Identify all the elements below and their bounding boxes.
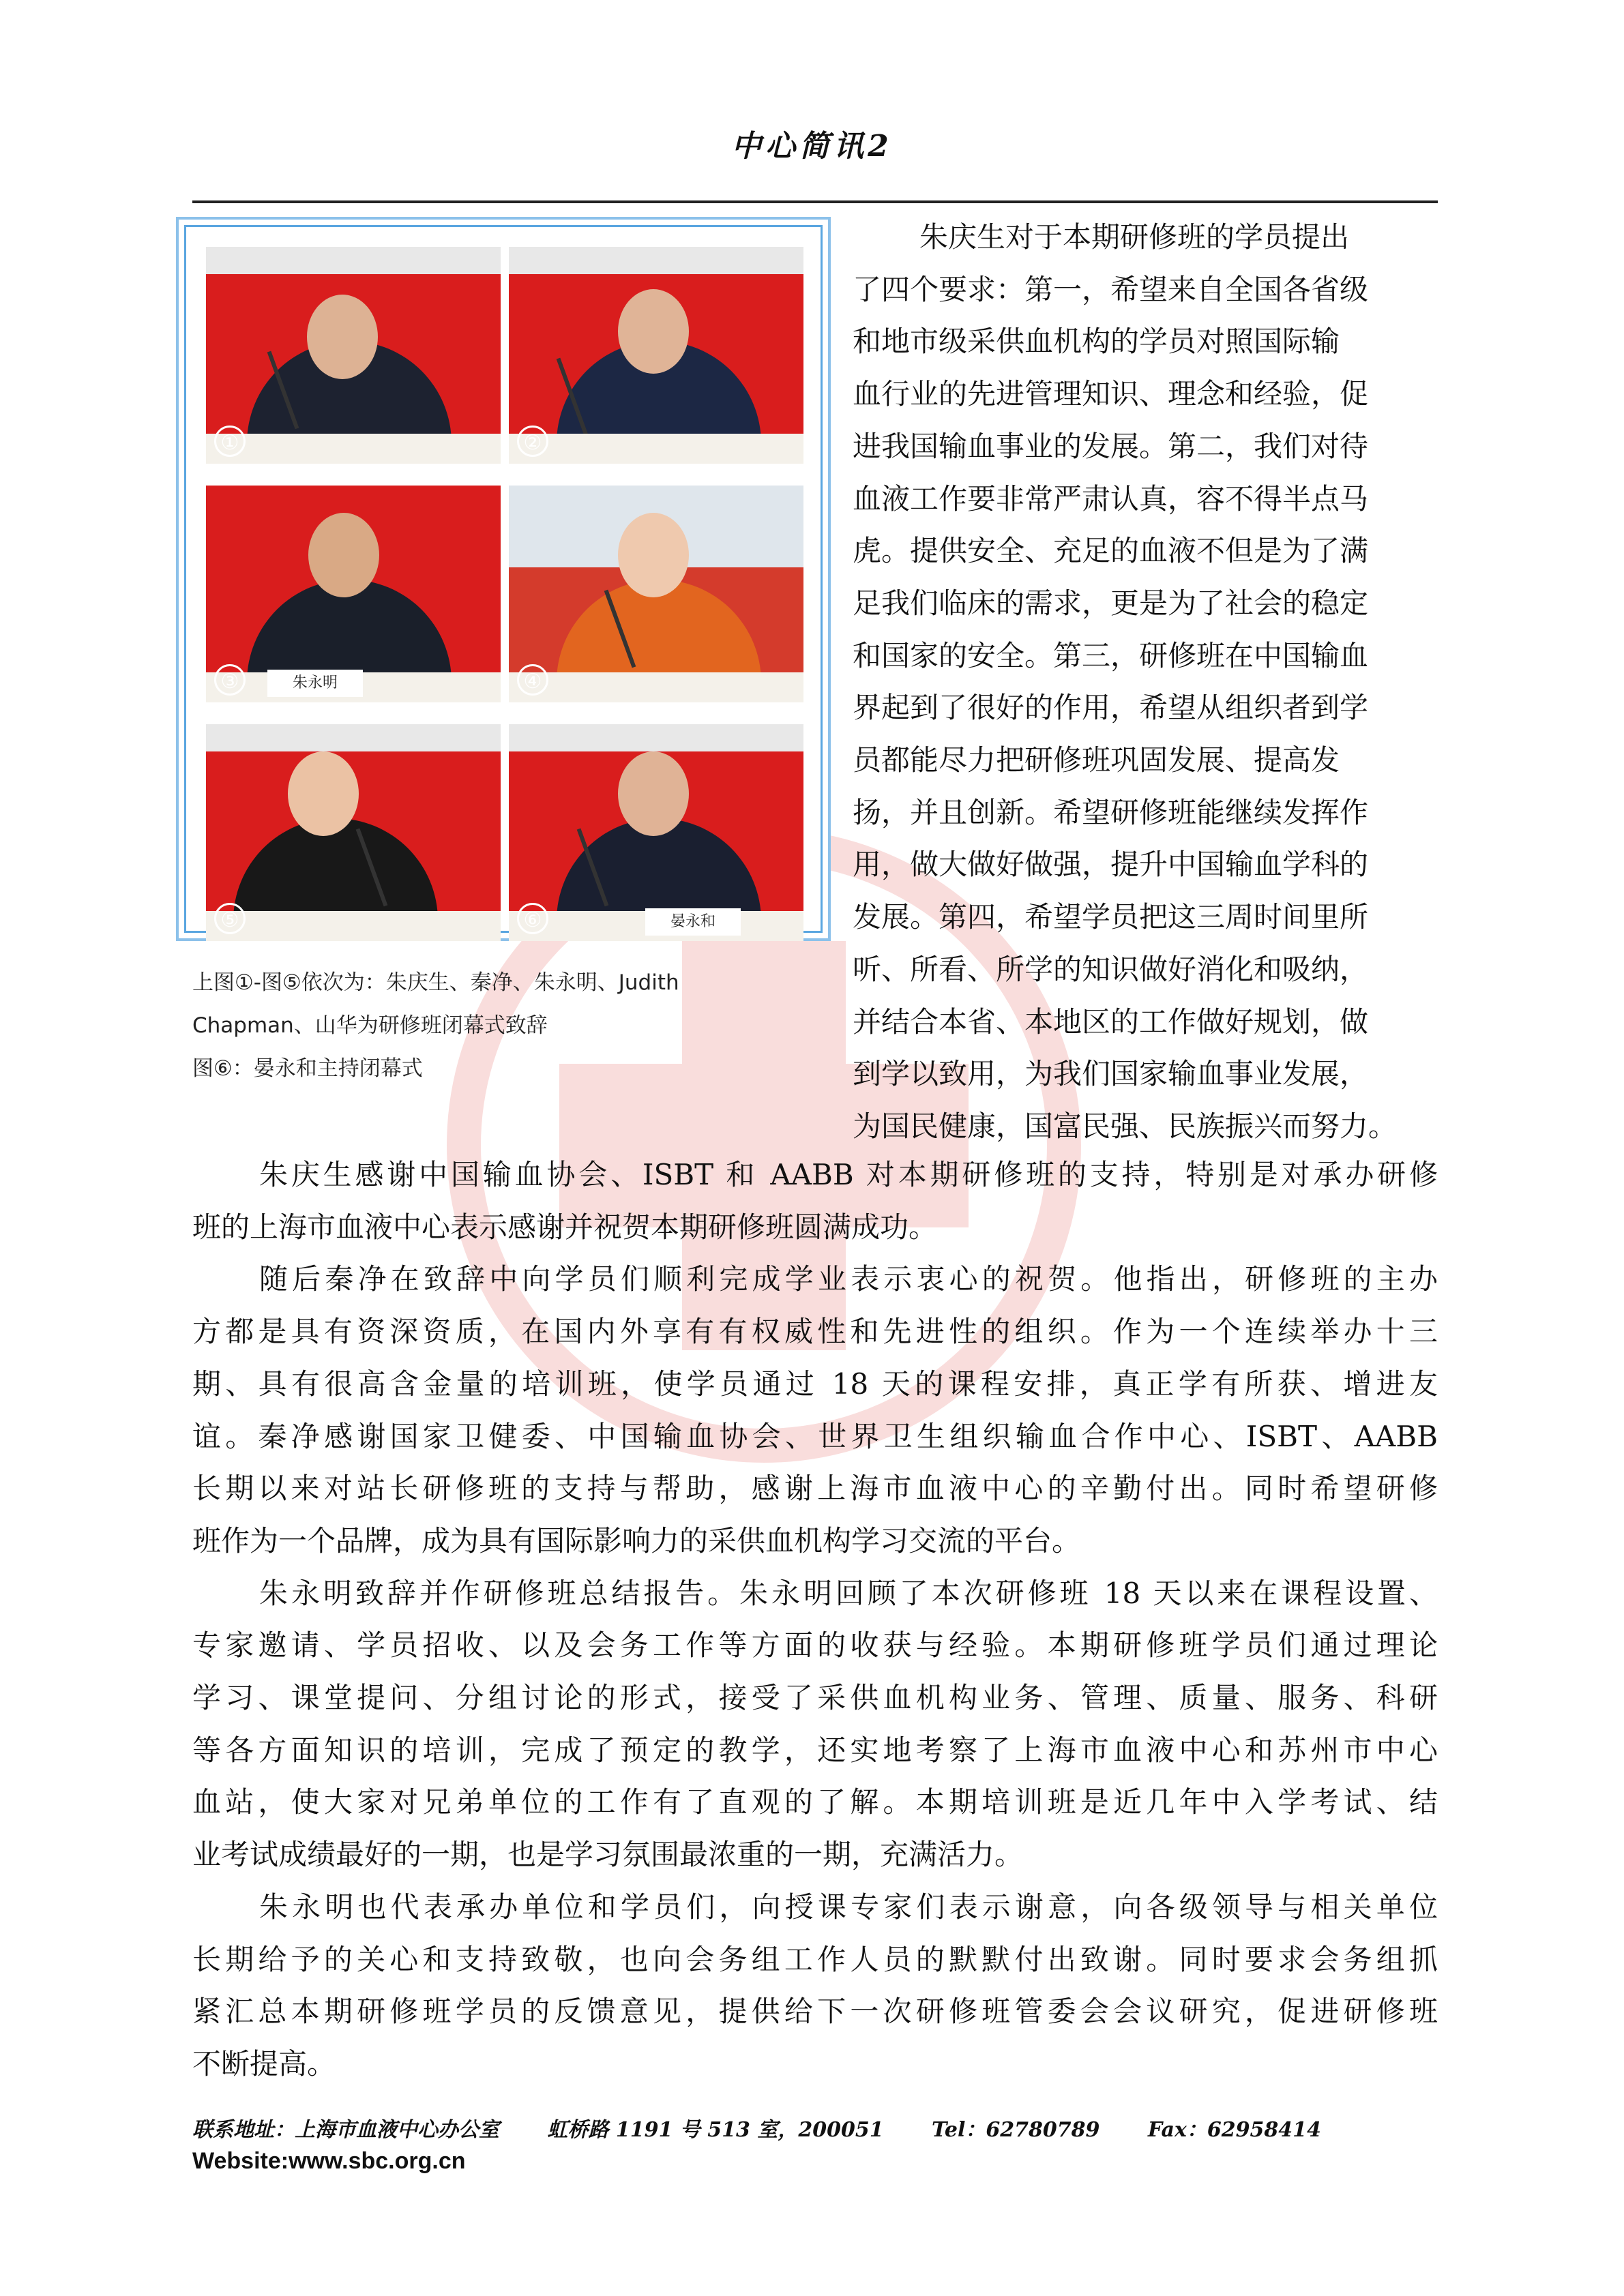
paragraph-line: 血液工作要非常严肃认真，容不得半点马	[853, 481, 1369, 516]
paragraph-line: 为国民健康，国富民强、民族振兴而努力。	[853, 1109, 1398, 1143]
footer-street: 虹桥路 1191 号 513 室，200051	[547, 2118, 884, 2142]
body-text-full	[192, 1149, 1438, 2091]
nameplate: 朱永明	[267, 670, 363, 697]
paragraph-line: 班的上海市血液中心表示感谢并祝贺本期研修班圆满成功。	[192, 1210, 938, 1244]
paragraph-line: 等各方面知识的培训，完成了预定的教学，还实地考察了上海市血液中心和苏州市中心	[192, 1733, 1438, 1767]
paragraph-line: 进我国输血事业的发展。第二，我们对待	[853, 429, 1369, 463]
caption-line: 上图①-图⑤依次为：朱庆生、秦净、朱永明、Judith	[192, 970, 679, 995]
paragraph-line: 谊。秦净感谢国家卫健委、中国输血协会、世界卫生组织输血合作中心、ISBT、AABB	[192, 1419, 1438, 1453]
photo-speaker-5	[206, 724, 501, 941]
photo-speaker-1	[206, 247, 501, 464]
paragraph-line: 并结合本省、本地区的工作做好规划，做	[853, 1004, 1369, 1039]
paragraph-line: 随后秦净在致辞中向学员们顺利完成学业表示衷心的祝贺。他指出，研修班的主办	[259, 1262, 1438, 1296]
photo-number-badge: ②	[517, 426, 548, 457]
paragraph-line: 员都能尽力把研修班巩固发展、提高发	[853, 743, 1340, 777]
photo-speaker-6	[509, 724, 803, 941]
photo-number-badge: ⑥	[517, 903, 548, 934]
paragraph-line: 朱永明致辞并作研修班总结报告。朱永明回顾了本次研修班 18 天以来在课程设置、	[259, 1576, 1438, 1610]
paragraph-line: 用，做大做好做强，提升中国输血学科的	[853, 848, 1369, 882]
caption-line: Chapman、山华为研修班闭幕式致辞	[192, 1013, 548, 1038]
paragraph-line: 足我们临床的需求，更是为了社会的稳定	[853, 586, 1369, 620]
photo-speaker-2	[509, 247, 803, 464]
footer-contact	[192, 2113, 1362, 2143]
paragraph-line: 朱庆生感谢中国输血协会、ISBT 和 AABB 对本期研修班的支持，特别是对承办研修	[259, 1158, 1438, 1191]
paragraph-line: 长期给予的关心和支持致敬，也向会务组工作人员的默默付出致谢。同时要求会务组抓	[192, 1942, 1438, 1976]
photo-speaker-4	[509, 486, 803, 702]
photo-collage	[176, 217, 831, 941]
paragraph-line: 不断提高。	[192, 2046, 336, 2081]
paragraph-line: 扬，并且创新。希望研修班能继续发挥作	[853, 795, 1369, 829]
paragraph-line: 学习、课堂提问、分组讨论的形式，接受了采供血机构业务、管理、质量、服务、科研	[192, 1681, 1438, 1715]
photo-speaker-3	[206, 486, 501, 702]
photo-number-badge: ⑤	[214, 903, 246, 934]
paragraph-line: 听、所看、所学的知识做好消化和吸纳，	[853, 952, 1369, 986]
footer-website[interactable]: Website:www.sbc.org.cn	[192, 2148, 466, 2174]
nameplate: 晏永和	[645, 908, 741, 936]
paragraph-line: 紧汇总本期研修班学员的反馈意见，提供给下一次研修班管委会会议研究，促进研修班	[192, 1995, 1438, 2029]
paragraph-line: 业考试成绩最好的一期，也是学习氛围最浓重的一期，充满活力。	[192, 1838, 1024, 1872]
photo-number-badge: ③	[214, 664, 246, 696]
caption-line: 图⑥：晏永和主持闭幕式	[192, 1056, 423, 1081]
photo-caption	[192, 961, 806, 1090]
paragraph-line: 和地市级采供血机构的学员对照国际输	[853, 325, 1340, 359]
photo-number-badge: ①	[214, 426, 246, 457]
body-text-wrapped	[853, 211, 1438, 1153]
header-rule	[192, 200, 1438, 203]
footer-fax: Fax：62958414	[1147, 2118, 1321, 2142]
footer-address: 联系地址：上海市血液中心办公室	[192, 2118, 499, 2142]
paragraph-line: 朱永明也代表承办单位和学员们，向授课专家们表示谢意，向各级领导与相关单位	[259, 1890, 1438, 1924]
paragraph-line: 和国家的安全。第三，研修班在中国输血	[853, 638, 1369, 672]
paragraph-line: 血站，使大家对兄弟单位的工作有了直观的了解。本期培训班是近几年中入学考试、结	[192, 1785, 1438, 1819]
paragraph-line: 发展。第四，希望学员把这三周时间里所	[853, 900, 1369, 934]
paragraph-line: 长期以来对站长研修班的支持与帮助，感谢上海市血液中心的辛勤付出。同时希望研修	[192, 1472, 1438, 1506]
newsletter-title: 中心简讯2	[731, 129, 893, 164]
paragraph-line: 血行业的先进管理知识、理念和经验，促	[853, 377, 1369, 411]
paragraph-line: 朱庆生对于本期研修班的学员提出	[919, 220, 1350, 254]
paragraph-line: 了四个要求：第一，希望来自全国各省级	[853, 272, 1369, 306]
paragraph-line: 专家邀请、学员招收、以及会务工作等方面的收获与经验。本期研修班学员们通过理论	[192, 1628, 1438, 1663]
paragraph-line: 班作为一个品牌，成为具有国际影响力的采供血机构学习交流的平台。	[192, 1523, 1081, 1557]
paragraph-line: 方都是具有资深资质，在国内外享有有权威性和先进性的组织。作为一个连续举办十三	[192, 1315, 1438, 1349]
paragraph-line: 期、具有很高含金量的培训班，使学员通过 18 天的课程安排，真正学有所获、增进友	[192, 1367, 1438, 1401]
paragraph-line: 到学以致用，为我们国家输血事业发展，	[853, 1057, 1369, 1091]
footer-tel: Tel：62780789	[932, 2118, 1100, 2142]
paragraph-line: 虎。提供安全、充足的血液不但是为了满	[853, 534, 1369, 568]
paragraph-line: 界起到了很好的作用，希望从组织者到学	[853, 691, 1369, 725]
photo-number-badge: ④	[517, 664, 548, 696]
